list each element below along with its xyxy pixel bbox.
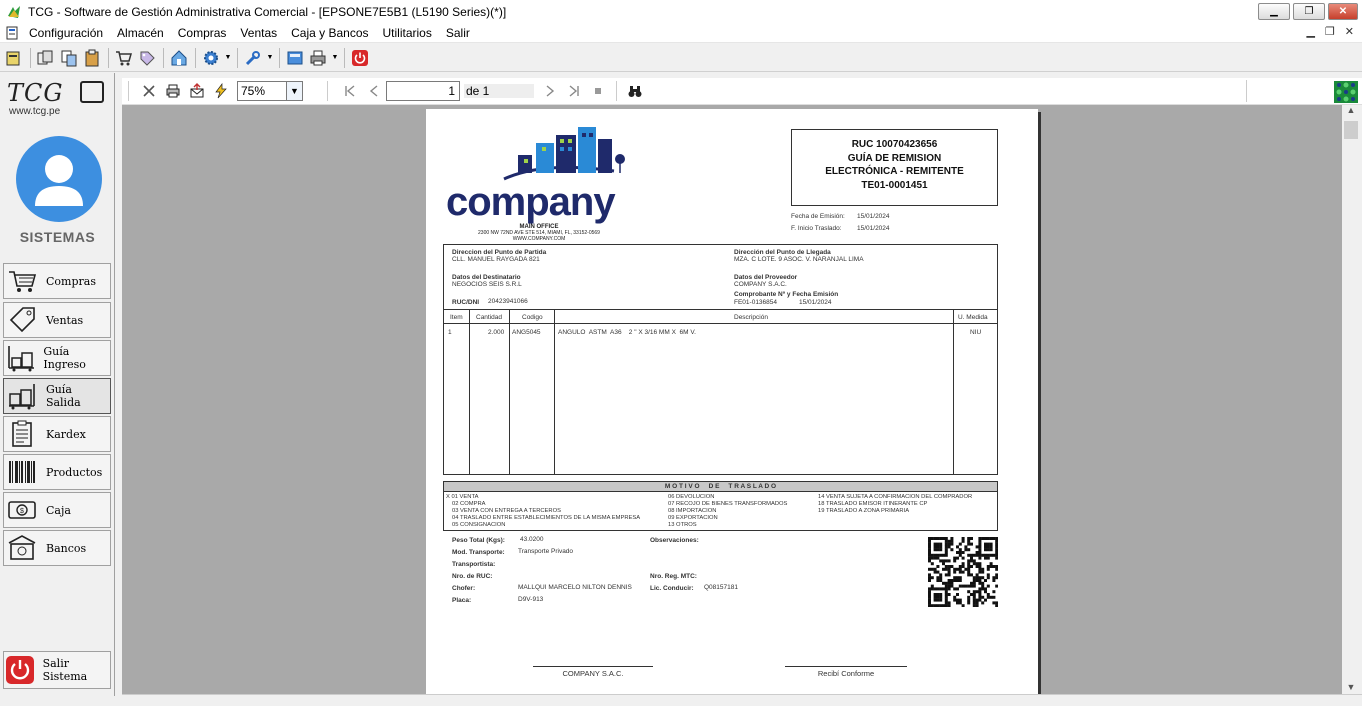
zoom-value: 75% bbox=[241, 84, 266, 98]
motivo-col-2 bbox=[668, 494, 787, 529]
motivo-option: 09 EXPORTACION bbox=[668, 515, 718, 521]
sidebar-item-label: Caja bbox=[46, 503, 71, 517]
signature-line-right bbox=[785, 666, 907, 667]
doc-number: TE01-0001451 bbox=[861, 180, 928, 191]
sidebar-item-label: Kardex bbox=[46, 427, 86, 441]
cart-icon bbox=[115, 49, 133, 67]
toolbar-button-9[interactable] bbox=[242, 47, 264, 69]
menu-salir[interactable]: Salir bbox=[445, 25, 470, 40]
items-table bbox=[443, 309, 998, 475]
motivo-title: M O T I V O D E T R A S L A D O bbox=[444, 482, 997, 492]
toolbar-button-1[interactable] bbox=[3, 47, 25, 69]
boxes-in-icon bbox=[6, 344, 36, 372]
menu-almacen[interactable]: Almacén bbox=[117, 25, 164, 40]
window-title: TCG - Software de Gestión Administrativa Comercial - [EPSONE7E5B1 (L5190 Series)(*)] bbox=[28, 4, 507, 19]
licencia-value: Q08157181 bbox=[704, 584, 738, 591]
nro-mtc-label: Nro. Reg. MTC: bbox=[650, 573, 697, 580]
tools-icon bbox=[244, 49, 262, 67]
gear-icon bbox=[202, 49, 220, 67]
mdi-close-icon[interactable]: ✕ bbox=[1344, 26, 1354, 38]
company-brand: company bbox=[446, 180, 615, 224]
motivo-option: 18 TRASLADO EMISOR ITINERANTE CP bbox=[818, 501, 928, 507]
next-page-button[interactable] bbox=[538, 80, 562, 102]
llegada-value: MZA. C LOTE. 9 ASOC. V. NARANJAL LIMA bbox=[734, 256, 864, 263]
motivo-col-1 bbox=[446, 494, 640, 529]
sidebar-item-bancos[interactable] bbox=[3, 530, 111, 566]
motivo-section bbox=[443, 481, 998, 531]
report-page bbox=[426, 109, 1038, 694]
section-title: SISTEMAS bbox=[19, 229, 96, 245]
status-strip bbox=[122, 694, 1362, 706]
clipboard-paste-icon bbox=[83, 49, 101, 67]
company-address: 2300 NW 72ND AVE STE 514, MIAMI, FL, 33152-0569 bbox=[478, 230, 600, 236]
ruc-box bbox=[791, 129, 998, 206]
company-office: MAIN OFFICE bbox=[519, 224, 559, 230]
peso-value: 43.0200 bbox=[520, 536, 544, 543]
toolbar-separator bbox=[344, 48, 345, 68]
motivo-option: 13 OTROS bbox=[668, 522, 697, 528]
sidebar-item-label: Bancos bbox=[46, 541, 87, 555]
destinatario-value: NEGOCIOS SEIS S.R.L bbox=[452, 281, 522, 288]
report-viewer[interactable] bbox=[122, 105, 1342, 694]
comprobante-date: 15/01/2024 bbox=[799, 299, 832, 306]
llegada-label: Dirección del Punto de Llegada bbox=[734, 249, 831, 256]
mdi-restore-icon[interactable]: ❐ bbox=[1324, 26, 1335, 38]
copy-icon bbox=[60, 49, 78, 67]
motivo-option: X 01 VENTA bbox=[446, 494, 479, 500]
toolbar-separator bbox=[1246, 80, 1247, 102]
sidebar bbox=[0, 73, 115, 696]
shopping-cart-icon bbox=[7, 267, 37, 295]
traslado-label: F. Inicio Traslado: bbox=[791, 225, 842, 232]
export-mail-icon bbox=[189, 83, 205, 99]
col-header-item: Item bbox=[450, 314, 463, 321]
toolbar-power-button[interactable] bbox=[349, 47, 371, 69]
printer-icon bbox=[165, 83, 181, 99]
table-cell-codigo: ANG5045 bbox=[512, 329, 541, 336]
menu-utilitarios[interactable]: Utilitarios bbox=[382, 25, 432, 40]
sidebar-item-productos[interactable] bbox=[3, 454, 111, 490]
svg-text:$: $ bbox=[20, 508, 24, 515]
toolbar-button-5[interactable] bbox=[113, 47, 135, 69]
sidebar-item-guia-salida[interactable] bbox=[3, 378, 111, 414]
sidebar-item-label: Productos bbox=[46, 465, 103, 479]
mdi-minimize-icon[interactable]: ▁ bbox=[1306, 26, 1315, 38]
signature-right: Recibí Conforme bbox=[817, 669, 875, 678]
logo-url: www.tcg.pe bbox=[9, 106, 61, 117]
toolbar-separator bbox=[195, 48, 196, 68]
title-bar bbox=[0, 0, 1362, 23]
ruc-dni-value: 20423941066 bbox=[488, 298, 528, 305]
toolbar-button-10[interactable] bbox=[284, 47, 306, 69]
table-cell-item: 1 bbox=[448, 329, 452, 336]
motivo-option: 05 CONSIGNACION bbox=[452, 522, 506, 528]
boxes-out-icon bbox=[7, 382, 37, 410]
col-divider bbox=[953, 310, 954, 474]
sidebar-item-caja[interactable] bbox=[3, 492, 111, 528]
placa-value: D9V-913 bbox=[518, 596, 544, 603]
power-icon bbox=[351, 49, 369, 67]
cards-icon bbox=[37, 49, 55, 67]
mod-transporte-label: Mod. Transporte: bbox=[452, 549, 505, 556]
binoculars-icon bbox=[627, 83, 643, 99]
chevron-down-icon[interactable]: ▼ bbox=[286, 82, 302, 100]
exit-system-label: Salir Sistema bbox=[42, 657, 88, 683]
menu-caja-bancos[interactable]: Caja y Bancos bbox=[291, 25, 369, 40]
close-button[interactable] bbox=[1328, 3, 1358, 20]
last-page-button[interactable] bbox=[562, 80, 586, 102]
refresh-button[interactable] bbox=[209, 80, 233, 102]
minimize-button[interactable] bbox=[1258, 3, 1290, 20]
print-button[interactable] bbox=[161, 80, 185, 102]
clipboard-icon bbox=[7, 420, 37, 448]
placa-label: Placa: bbox=[452, 597, 472, 604]
sidebar-item-label: Compras bbox=[46, 274, 96, 288]
vertical-scrollbar[interactable] bbox=[1342, 105, 1360, 694]
next-page-icon bbox=[542, 83, 558, 99]
stop-icon bbox=[590, 83, 606, 99]
menu-ventas[interactable]: Ventas bbox=[240, 25, 278, 40]
motivo-option: 03 VENTA CON ENTREGA A TERCEROS bbox=[452, 508, 561, 514]
qr-code bbox=[928, 537, 998, 607]
main-toolbar bbox=[0, 44, 1362, 72]
app-icon bbox=[6, 4, 22, 20]
parties-section bbox=[443, 244, 998, 309]
ruc-dni-label: RUC/DNI bbox=[452, 299, 480, 306]
toolbar-button-4[interactable] bbox=[81, 47, 103, 69]
export-button[interactable] bbox=[185, 80, 209, 102]
sidebar-item-compras[interactable] bbox=[3, 263, 111, 299]
toolbar-separator bbox=[279, 48, 280, 68]
first-page-icon bbox=[342, 83, 358, 99]
col-header-codigo: Codigo bbox=[522, 314, 543, 321]
toolbar-separator bbox=[616, 81, 617, 101]
toolbar-separator bbox=[108, 48, 109, 68]
motivo-option: 19 TRASLADO A ZONA PRIMARIA bbox=[818, 508, 910, 514]
ruc-number: RUC 10070423656 bbox=[851, 139, 938, 150]
menu-bar bbox=[0, 23, 1362, 43]
motivo-option: 02 COMPRA bbox=[452, 501, 486, 507]
col-header-umedida: U. Medida bbox=[958, 314, 988, 321]
user-icon bbox=[16, 136, 102, 222]
signature-left: COMPANY S.A.C. bbox=[562, 669, 624, 678]
comprobante-value: FE01-0136854 bbox=[734, 299, 778, 306]
motivo-option: 04 TRASLADO ENTRE ESTABLECIMIENTOS DE LA MISMA EMPRESA bbox=[452, 515, 641, 521]
first-page-button[interactable] bbox=[338, 80, 362, 102]
doc-type-line-1: GUÍA DE REMISION bbox=[847, 153, 942, 164]
toolbar-grip bbox=[128, 81, 129, 101]
destinatario-label: Datos del Destinatario bbox=[452, 274, 521, 281]
logo-text: TCG bbox=[7, 79, 64, 107]
page-number-input[interactable]: 1 bbox=[386, 81, 460, 101]
emision-label: Fecha de Emisión: bbox=[791, 213, 845, 220]
zoom-select[interactable] bbox=[237, 81, 303, 101]
scrollbar-thumb[interactable] bbox=[1344, 121, 1358, 139]
company-web: WWW.COMPANY.COM bbox=[512, 236, 566, 242]
motivo-col-3 bbox=[818, 494, 972, 515]
search-button[interactable] bbox=[623, 80, 647, 102]
toolbar-button-11[interactable] bbox=[307, 47, 329, 69]
company-buildings-logo bbox=[444, 121, 634, 181]
cash-icon bbox=[7, 496, 37, 524]
traslado-date: 15/01/2024 bbox=[857, 225, 890, 232]
close-report-button[interactable] bbox=[137, 80, 161, 102]
tools-dropdown-icon[interactable]: ▼ bbox=[266, 54, 274, 61]
qr-code-icon bbox=[928, 537, 998, 607]
menu-compras[interactable]: Compras bbox=[177, 25, 227, 40]
toolbar-button-8[interactable] bbox=[200, 47, 222, 69]
nro-ruc-label: Nro. de RUC: bbox=[452, 573, 493, 580]
lightning-icon bbox=[213, 83, 229, 99]
stop-button[interactable] bbox=[586, 80, 610, 102]
emision-date: 15/01/2024 bbox=[857, 213, 890, 220]
folder-icon bbox=[5, 49, 23, 67]
avatar bbox=[16, 136, 102, 222]
chofer-label: Chofer: bbox=[452, 585, 476, 592]
prev-page-button[interactable] bbox=[362, 80, 386, 102]
partida-label: Direccion del Punto de Partida bbox=[452, 249, 547, 256]
restore-button[interactable] bbox=[1293, 3, 1325, 20]
table-cell-descripcion: ANGULO ASTM A36 2 " X 3/16 MM X 6M V. bbox=[558, 329, 696, 336]
last-page-icon bbox=[566, 83, 582, 99]
col-divider bbox=[509, 310, 510, 474]
table-cell-cantidad: 2.000 bbox=[488, 329, 505, 336]
barcode-icon bbox=[7, 458, 37, 486]
observaciones-label: Observaciones: bbox=[650, 537, 699, 544]
minimize-icon: ▁ bbox=[1270, 6, 1278, 17]
sidebar-item-label: Guía Salida bbox=[45, 383, 81, 409]
printer-icon bbox=[309, 49, 327, 67]
proveedor-label: Datos del Proveedor bbox=[734, 274, 798, 281]
sidebar-item-kardex[interactable] bbox=[3, 416, 111, 452]
close-icon bbox=[141, 83, 157, 99]
home-icon bbox=[170, 49, 188, 67]
toolbar-button-6[interactable] bbox=[136, 47, 158, 69]
toolbar-button-2[interactable] bbox=[35, 47, 57, 69]
table-cell-umedida: NIU bbox=[970, 329, 982, 336]
scroll-down-icon[interactable]: ▼ bbox=[1346, 682, 1356, 692]
peso-label: Peso Total (Kgs): bbox=[452, 537, 505, 544]
calculator-icon bbox=[286, 49, 304, 67]
page-count: de 1 bbox=[464, 84, 534, 98]
logo-square-icon bbox=[80, 81, 104, 103]
status-grid-icon bbox=[1334, 81, 1358, 103]
col-divider bbox=[469, 310, 470, 474]
col-divider bbox=[554, 310, 555, 474]
mod-transporte-value: Transporte Privado bbox=[518, 548, 574, 555]
report-toolbar bbox=[122, 78, 1362, 105]
price-tag-icon bbox=[7, 306, 37, 334]
comprobante-label: Comprobante Nº y Fecha Emisión bbox=[734, 291, 839, 298]
company-logo bbox=[444, 121, 634, 242]
toolbar-separator bbox=[30, 48, 31, 68]
power-icon bbox=[5, 655, 35, 685]
col-header-descripcion: Descripción bbox=[734, 314, 768, 321]
transportista-label: Transportista: bbox=[452, 561, 496, 568]
toolbar-button-7[interactable] bbox=[168, 47, 190, 69]
motivo-option: 08 IMPORTACION bbox=[668, 508, 717, 514]
toolbar-separator bbox=[327, 81, 328, 101]
restore-icon: ❐ bbox=[1304, 6, 1314, 17]
proveedor-value: COMPANY S.A.C. bbox=[734, 281, 787, 288]
motivo-option: 07 RECOJO DE BIENES TRANSFORMADOS bbox=[668, 501, 788, 507]
prev-page-icon bbox=[366, 83, 382, 99]
bank-icon bbox=[7, 534, 37, 562]
doc-type-line-2: ELECTRÓNICA - REMITENTE bbox=[825, 166, 964, 177]
tag-icon bbox=[138, 49, 156, 67]
gear-dropdown-icon[interactable]: ▼ bbox=[224, 54, 232, 61]
motivo-option: 14 VENTA SUJETA A CONFIRMACION DEL COMPRADOR bbox=[818, 494, 973, 500]
document-icon bbox=[6, 26, 20, 40]
partida-value: CLL. MANUEL RAYGADA 821 bbox=[452, 256, 540, 263]
toolbar-separator bbox=[237, 48, 238, 68]
toolbar-separator bbox=[163, 48, 164, 68]
chofer-value: MALLQUI MARCELO NILTON DENNIS bbox=[518, 584, 632, 591]
sidebar-item-ventas[interactable] bbox=[3, 302, 111, 338]
menu-configuracion[interactable]: Configuración bbox=[29, 25, 104, 40]
sidebar-item-guia-ingreso[interactable] bbox=[3, 340, 111, 376]
close-icon: ✕ bbox=[1338, 6, 1348, 17]
exit-system-button[interactable] bbox=[3, 651, 111, 689]
col-header-cantidad: Cantidad bbox=[476, 314, 503, 321]
toolbar-button-3[interactable] bbox=[58, 47, 80, 69]
sidebar-item-label: Ventas bbox=[46, 313, 84, 327]
licencia-label: Lic. Conducir: bbox=[650, 585, 694, 592]
signature-line-left bbox=[533, 666, 653, 667]
sidebar-item-label: Guía Ingreso bbox=[43, 345, 86, 371]
printer-dropdown-icon[interactable]: ▼ bbox=[331, 54, 339, 61]
scroll-up-icon[interactable]: ▲ bbox=[1346, 105, 1356, 115]
motivo-option: 06 DEVOLUCION bbox=[668, 494, 715, 500]
